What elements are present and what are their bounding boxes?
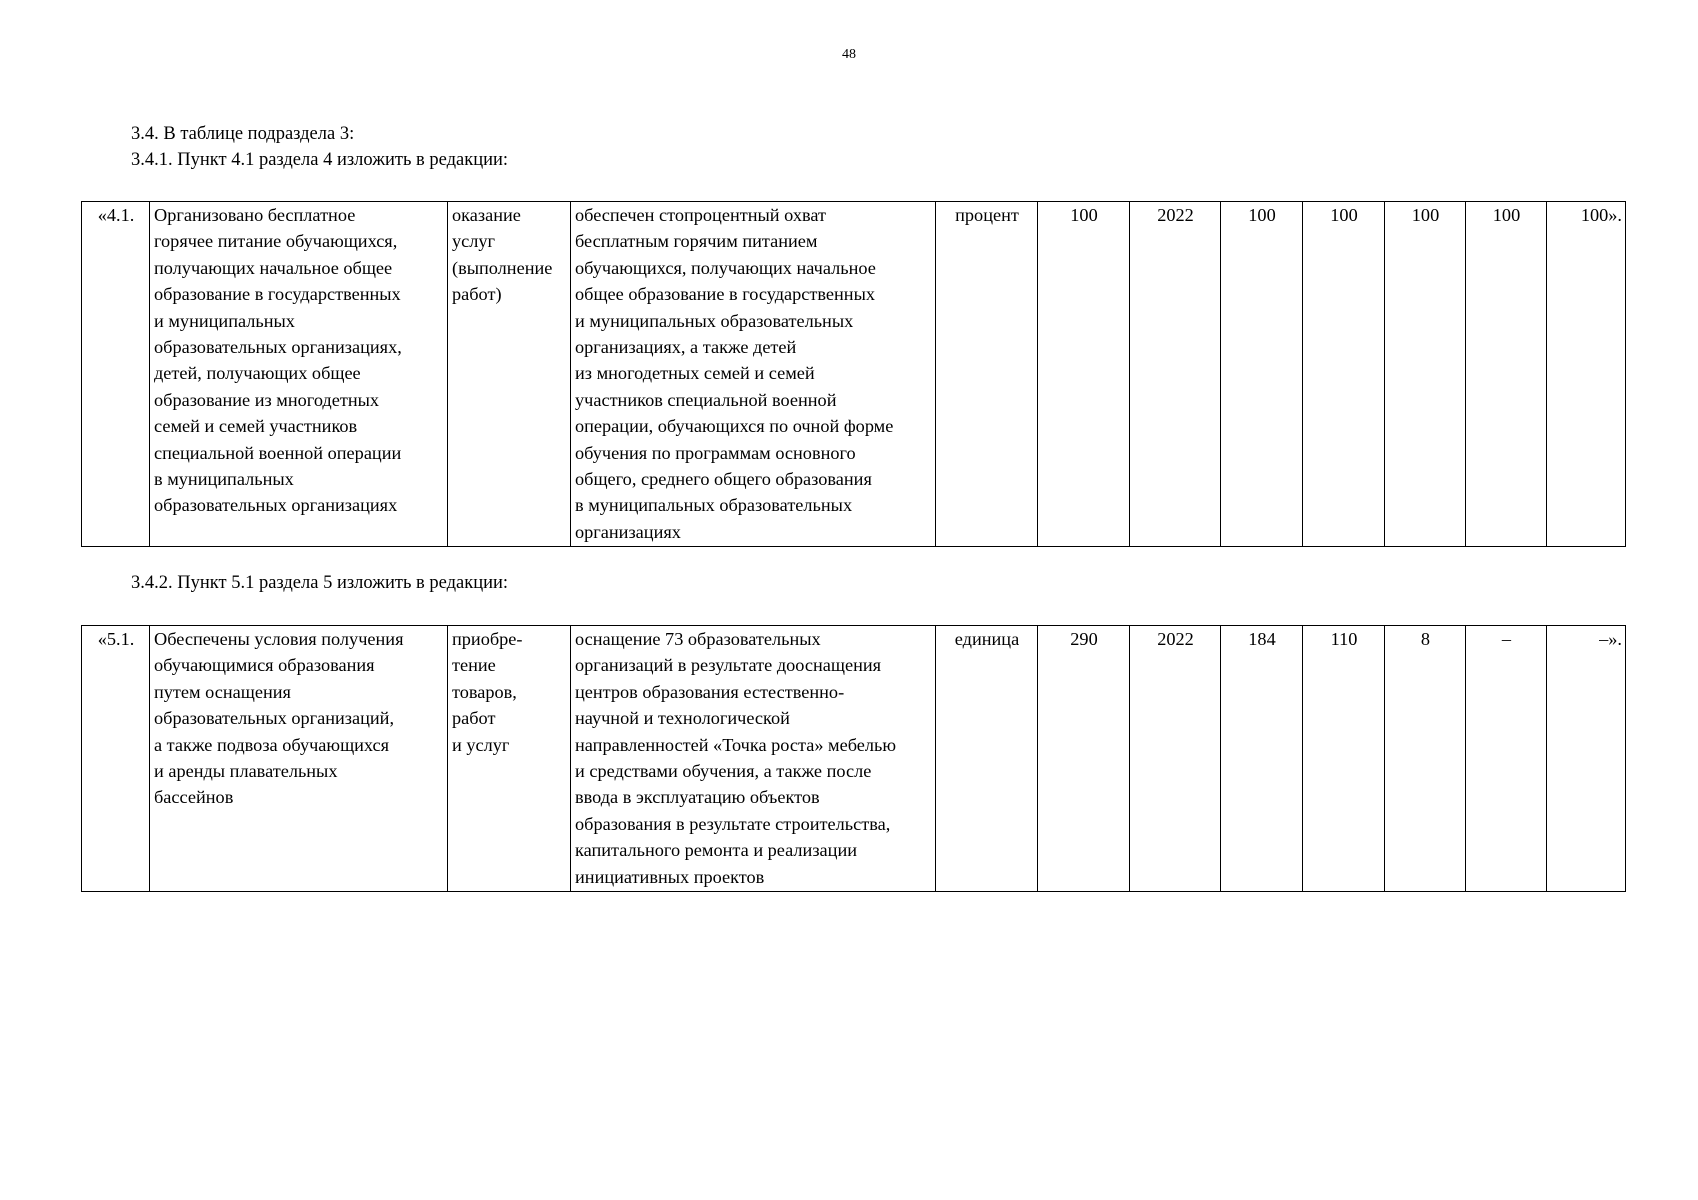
cell-value-5: 100». — [1547, 202, 1626, 547]
cell-unit: единица — [936, 626, 1038, 892]
cell-base-year: 2022 — [1130, 626, 1221, 892]
cell-base-value: 290 — [1038, 626, 1130, 892]
table-item-4-1 — [81, 201, 1626, 547]
cell-base-year: 2022 — [1130, 202, 1221, 547]
cell-base-value: 100 — [1038, 202, 1130, 547]
cell-value-5: –». — [1547, 626, 1626, 892]
cell-value-2: 110 — [1303, 626, 1385, 892]
cell-type: оказание услуг (выполнение работ) — [448, 202, 571, 547]
cell-number: «5.1. — [82, 626, 150, 892]
page-number: 48 — [842, 47, 856, 62]
cell-value-1: 100 — [1221, 202, 1303, 547]
table-row — [82, 202, 1626, 547]
table-item-5-1 — [81, 625, 1626, 892]
cell-value-4: 100 — [1466, 202, 1547, 547]
cell-value-1: 184 — [1221, 626, 1303, 892]
cell-description: обеспечен стопроцентный охват бесплатным горячим питанием обучающихся, получающих начальное общее образование в государственных и муниципальных образовательных организациях, а также детей из многодетных семей и семей участников специальной военной операции, обучающихся по очной форме обучения по программам основного общего, среднего общего образования в муниципальных образовательных организациях — [571, 202, 936, 547]
cell-value-2: 100 — [1303, 202, 1385, 547]
paragraph-3-4-1: 3.4.1. Пункт 4.1 раздела 4 изложить в редакции: — [131, 150, 509, 170]
cell-unit: процент — [936, 202, 1038, 547]
paragraph-3-4-2: 3.4.2. Пункт 5.1 раздела 5 изложить в редакции: — [131, 573, 509, 593]
cell-value-3: 100 — [1385, 202, 1466, 547]
paragraph-3-4: 3.4. В таблице подраздела 3: — [131, 124, 355, 144]
cell-description: оснащение 73 образовательных организаций в результате дооснащения центров образования естественно- научной и технологической направленностей «Точка роста» мебелью и средствами обучения, а также после ввода в эксплуатацию объектов образования в результате строительства, капитального ремонта и реализации инициативных проектов — [571, 626, 936, 892]
cell-value-3: 8 — [1385, 626, 1466, 892]
table-row — [82, 626, 1626, 892]
cell-value-4: – — [1466, 626, 1547, 892]
cell-number: «4.1. — [82, 202, 150, 547]
cell-result: Организовано бесплатное горячее питание обучающихся, получающих начальное общее образование в государственных и муниципальных образовательных организациях, детей, получающих общее образование из многодетных семей и семей участников специальной военной операции в муниципальных образовательных организациях — [150, 202, 448, 547]
cell-type: приобре- тение товаров, работ и услуг — [448, 626, 571, 892]
cell-result: Обеспечены условия получения обучающимися образования путем оснащения образовательных организаций, а также подвоза обучающихся и аренды плавательных бассейнов — [150, 626, 448, 892]
